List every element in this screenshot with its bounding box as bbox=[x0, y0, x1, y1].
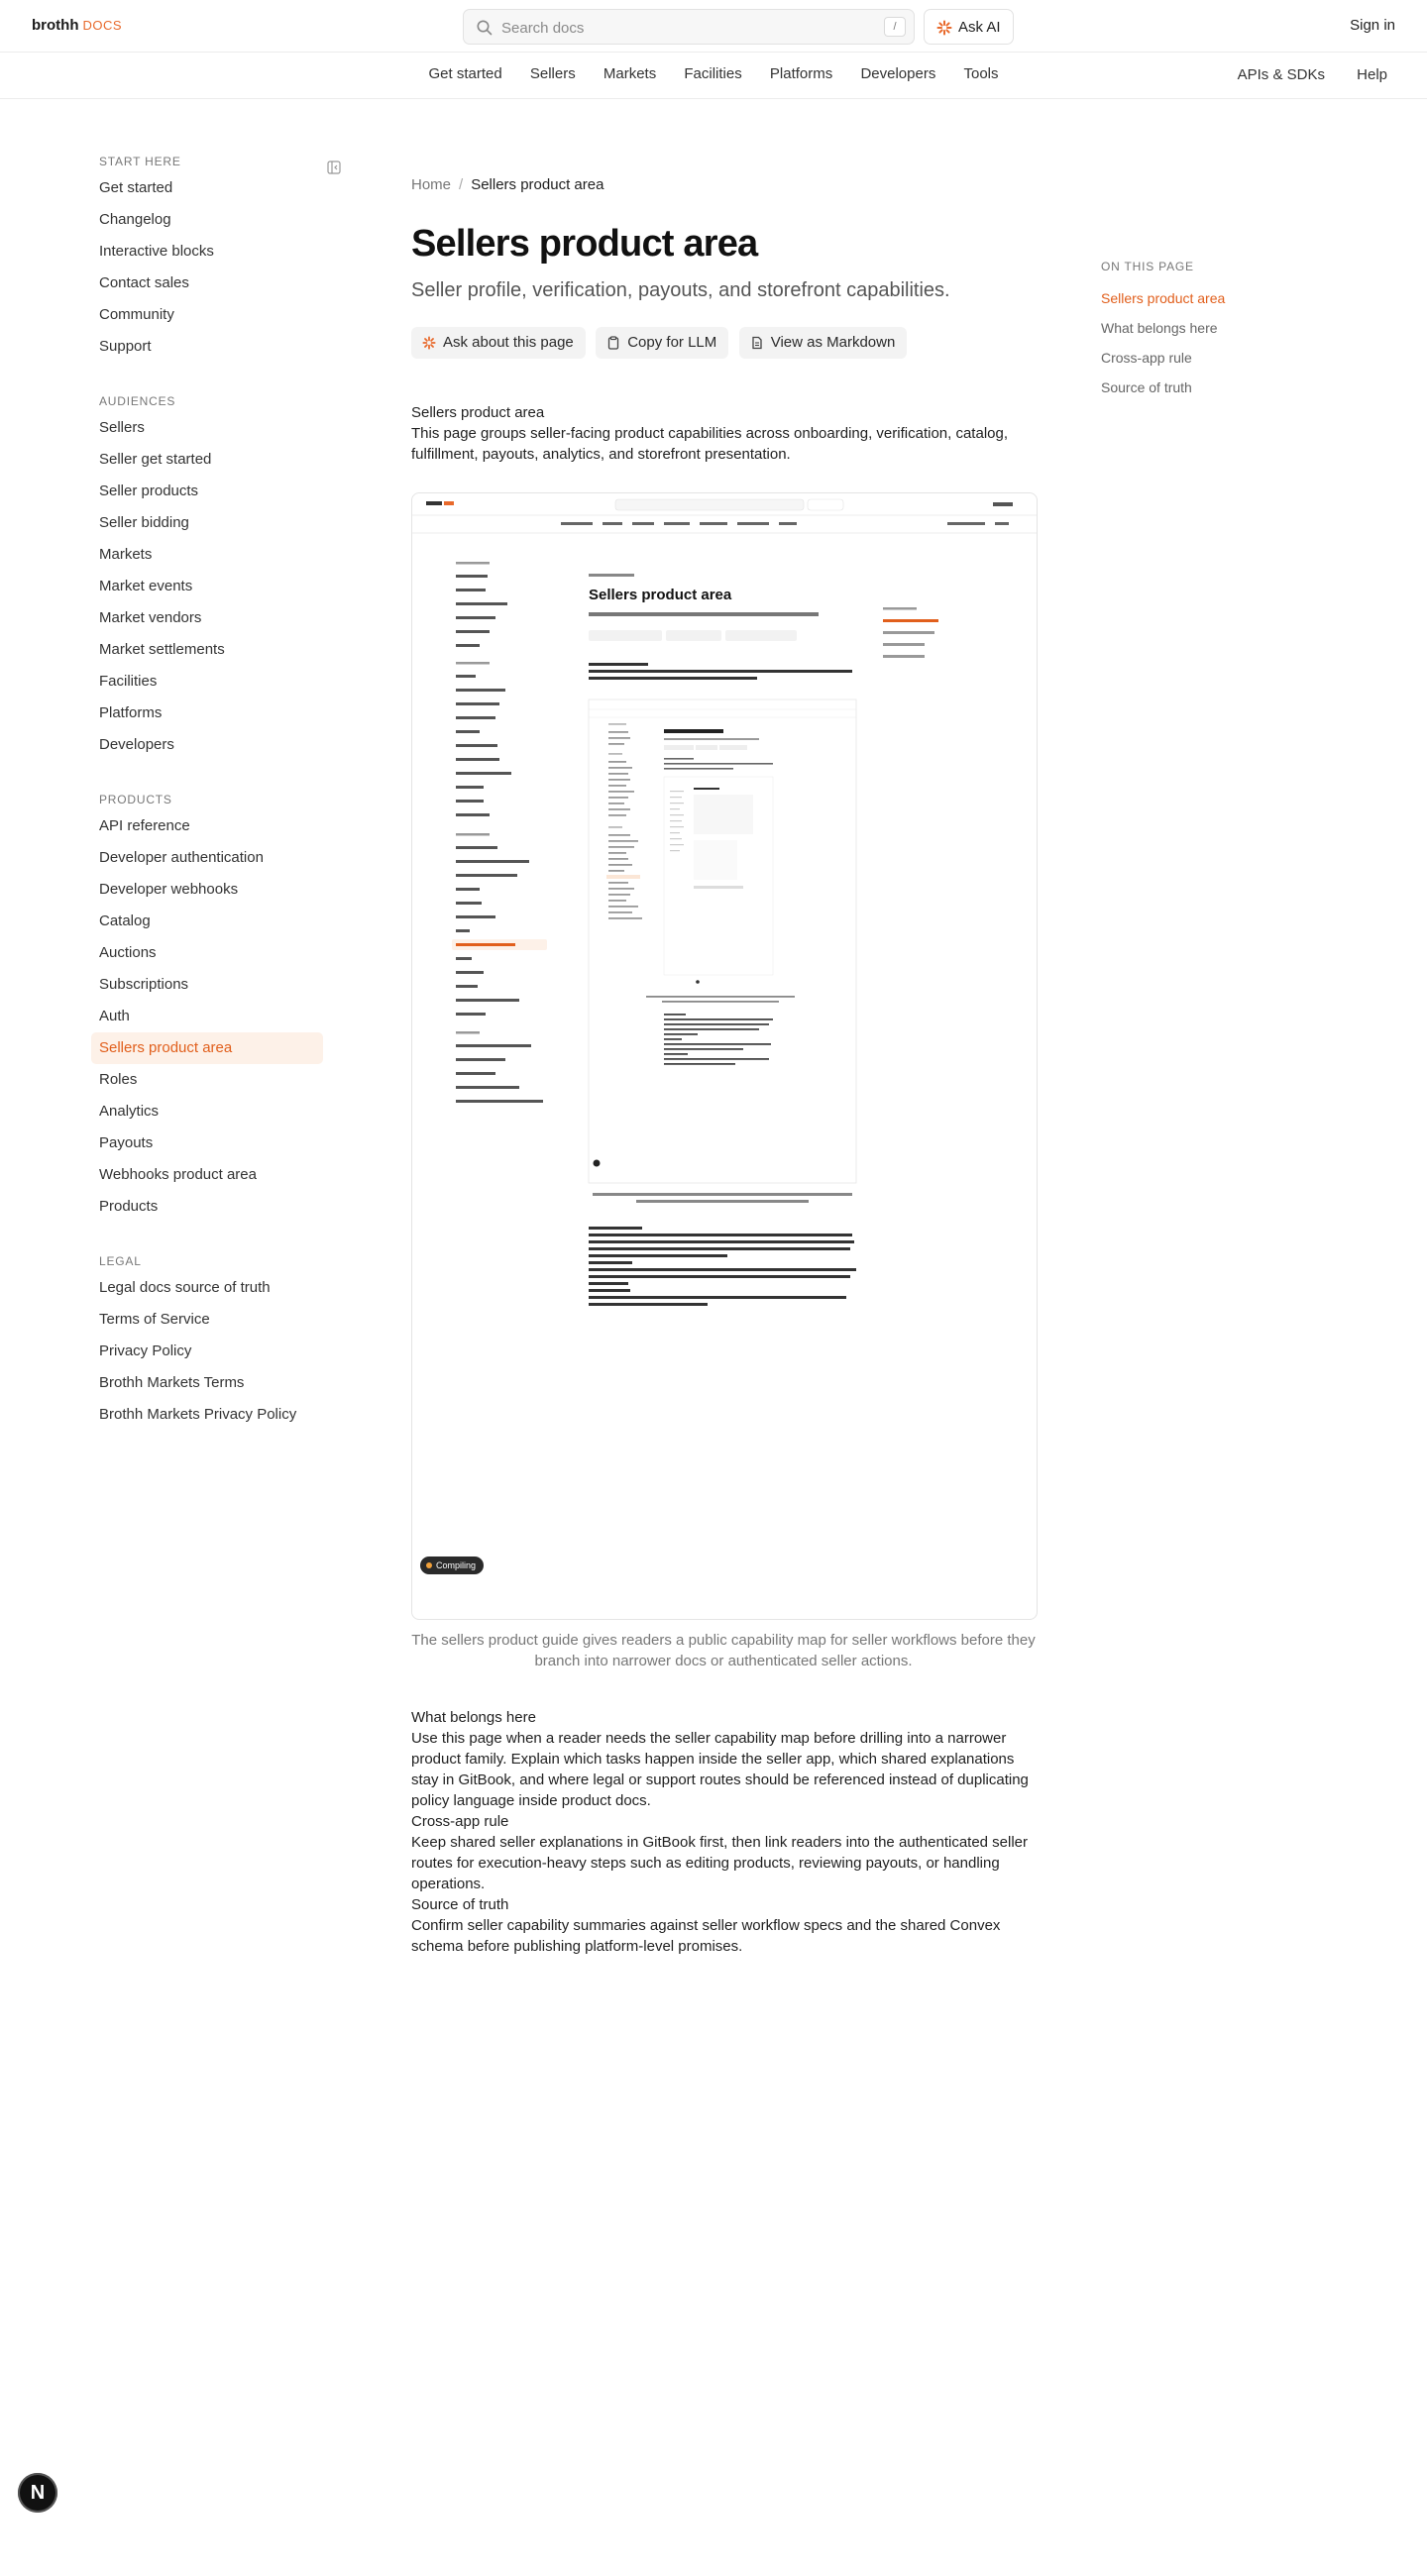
compiling-status-badge: Compiling bbox=[420, 1556, 484, 1574]
ask-ai-button[interactable] bbox=[924, 9, 1014, 45]
sidebar-item-auctions[interactable]: Auctions bbox=[99, 944, 157, 961]
search-placeholder: Search docs bbox=[501, 20, 585, 37]
sidebar-item-webhooks-product-area[interactable]: Webhooks product area bbox=[99, 1166, 257, 1183]
toc-item-sellers-product-area[interactable]: Sellers product area bbox=[1101, 290, 1226, 306]
sidebar-item-get-started[interactable]: Get started bbox=[99, 179, 173, 196]
dev-tools-badge[interactable]: N bbox=[18, 2473, 57, 2513]
toc-item-source-of-truth[interactable]: Source of truth bbox=[1101, 379, 1192, 395]
section-heading-what-belongs: What belongs here bbox=[411, 1709, 536, 1726]
sidebar-item-subscriptions[interactable]: Subscriptions bbox=[99, 976, 189, 993]
sidebar-item-analytics[interactable]: Analytics bbox=[99, 1103, 160, 1120]
copy-for-llm-button[interactable] bbox=[596, 327, 728, 359]
svg-text:Sellers product area: Sellers product area bbox=[589, 587, 732, 603]
primary-nav bbox=[0, 53, 1427, 99]
section-heading-cross-app: Cross-app rule bbox=[411, 1813, 509, 1830]
page-preview-figure bbox=[411, 492, 1038, 1620]
sidebar-item-seller-bidding[interactable]: Seller bidding bbox=[99, 514, 189, 531]
sidebar-item-market-vendors[interactable]: Market vendors bbox=[99, 609, 202, 626]
nav-sellers[interactable]: Sellers bbox=[529, 65, 576, 82]
main-content bbox=[411, 176, 1036, 1957]
ask-about-page-button[interactable] bbox=[411, 327, 586, 359]
sidebar-item-privacy-policy[interactable]: Privacy Policy bbox=[99, 1342, 192, 1359]
sidebar-item-developer-webhooks[interactable]: Developer webhooks bbox=[99, 881, 239, 898]
nav-help[interactable]: Help bbox=[1357, 66, 1387, 83]
copy-for-llm-label: Copy for LLM bbox=[627, 334, 717, 351]
sidebar-item-legal-docs-source[interactable]: Legal docs source of truth bbox=[99, 1279, 271, 1296]
sidebar bbox=[91, 151, 323, 1431]
nav-platforms[interactable]: Platforms bbox=[769, 65, 833, 82]
view-as-markdown-button[interactable] bbox=[739, 327, 908, 359]
page-preview-image bbox=[412, 493, 1038, 1620]
sidebar-item-sellers-product-area[interactable]: Sellers product area bbox=[91, 1032, 323, 1064]
nav-tools[interactable]: Tools bbox=[963, 65, 999, 82]
nav-facilities[interactable]: Facilities bbox=[684, 65, 742, 82]
brand-logo[interactable] bbox=[32, 17, 122, 34]
sidebar-item-catalog[interactable]: Catalog bbox=[99, 912, 151, 929]
toc-item-cross-app-rule[interactable]: Cross-app rule bbox=[1101, 350, 1192, 366]
sidebar-item-markets-privacy-policy[interactable]: Brothh Markets Privacy Policy bbox=[99, 1406, 297, 1423]
breadcrumb-separator: / bbox=[459, 176, 464, 193]
sidebar-item-markets-terms[interactable]: Brothh Markets Terms bbox=[99, 1374, 245, 1391]
ask-ai-label: Ask AI bbox=[958, 19, 1001, 36]
sidebar-item-developer-authentication[interactable]: Developer authentication bbox=[99, 849, 264, 866]
sidebar-item-market-events[interactable]: Market events bbox=[99, 578, 193, 594]
sidebar-item-auth[interactable]: Auth bbox=[99, 1008, 130, 1024]
nav-developers[interactable]: Developers bbox=[860, 65, 936, 82]
sidebar-item-community[interactable]: Community bbox=[99, 306, 174, 323]
sign-in-link[interactable]: Sign in bbox=[1350, 17, 1395, 34]
sparkle-icon bbox=[936, 20, 952, 36]
intro-heading: Sellers product area bbox=[411, 404, 545, 421]
sidebar-item-payouts[interactable]: Payouts bbox=[99, 1134, 154, 1151]
sidebar-heading-start-here: START HERE bbox=[99, 155, 181, 168]
section-heading-source-of-truth: Source of truth bbox=[411, 1896, 509, 1913]
sidebar-item-terms-of-service[interactable]: Terms of Service bbox=[99, 1311, 210, 1328]
sidebar-heading-legal: LEGAL bbox=[99, 1254, 142, 1268]
sidebar-item-developers[interactable]: Developers bbox=[99, 736, 174, 753]
content-sections bbox=[411, 1707, 1036, 1957]
toc-item-what-belongs-here[interactable]: What belongs here bbox=[1101, 320, 1218, 336]
ask-about-page-label: Ask about this page bbox=[443, 334, 574, 351]
search-shortcut-key: / bbox=[884, 17, 906, 37]
page-title: Sellers product area bbox=[411, 223, 758, 265]
sidebar-item-markets[interactable]: Markets bbox=[99, 546, 153, 563]
breadcrumb bbox=[411, 176, 1036, 202]
sidebar-item-market-settlements[interactable]: Market settlements bbox=[99, 641, 225, 658]
figure-caption: The sellers product guide gives readers a public capability map for seller workflows before they branch into narrower docs or authenticated seller actions. bbox=[411, 1632, 1036, 1669]
on-this-page bbox=[1101, 260, 1299, 402]
section-body-what-belongs: Use this page when a reader needs the seller capability map before drilling into a narrower product family. Explain which tasks happen inside the seller app, which shared explanations stay in GitBook, and where legal or support routes should be referenced instead of duplicating policy language inside product docs. bbox=[411, 1730, 1029, 1809]
section-body-source-of-truth: Confirm seller capability summaries against seller workflow specs and the shared Convex schema before publishing platform-level promises. bbox=[411, 1917, 1001, 1955]
sidebar-item-platforms[interactable]: Platforms bbox=[99, 704, 163, 721]
search-input[interactable] bbox=[463, 9, 915, 45]
nav-apis-sdks[interactable]: APIs & SDKs bbox=[1237, 66, 1325, 83]
nav-markets[interactable]: Markets bbox=[603, 65, 657, 82]
sidebar-item-contact-sales[interactable]: Contact sales bbox=[99, 274, 189, 291]
sidebar-item-sellers[interactable]: Sellers bbox=[99, 419, 145, 436]
toc-heading: ON THIS PAGE bbox=[1101, 260, 1194, 273]
sidebar-item-roles[interactable]: Roles bbox=[99, 1071, 138, 1088]
sidebar-item-seller-get-started[interactable]: Seller get started bbox=[99, 451, 212, 468]
nav-get-started[interactable]: Get started bbox=[428, 65, 502, 82]
sidebar-item-facilities[interactable]: Facilities bbox=[99, 673, 158, 690]
sidebar-item-changelog[interactable]: Changelog bbox=[99, 211, 171, 228]
sidebar-heading-audiences: AUDIENCES bbox=[99, 394, 176, 408]
top-bar bbox=[0, 0, 1427, 53]
page-actions bbox=[411, 327, 1036, 359]
intro-body: This page groups seller-facing product capabilities across onboarding, verification, catalog, fulfillment, payouts, analytics, and storefront presentation. bbox=[411, 425, 1008, 463]
intro-section bbox=[411, 402, 1036, 465]
sidebar-item-support[interactable]: Support bbox=[99, 338, 152, 355]
sidebar-heading-products: PRODUCTS bbox=[99, 793, 172, 806]
breadcrumb-current: Sellers product area bbox=[471, 176, 604, 193]
brand-name: brothh bbox=[32, 17, 79, 34]
breadcrumb-home[interactable]: Home bbox=[411, 176, 452, 193]
sidebar-item-interactive-blocks[interactable]: Interactive blocks bbox=[99, 243, 214, 260]
brand-suffix: DOCS bbox=[82, 18, 123, 33]
sidebar-item-seller-products[interactable]: Seller products bbox=[99, 483, 199, 499]
section-body-cross-app: Keep shared seller explanations in GitBook first, then link readers into the authenticated seller routes for execution-heavy steps such as editing products, reviewing payouts, or handling operations. bbox=[411, 1834, 1029, 1892]
view-as-markdown-label: View as Markdown bbox=[770, 334, 896, 351]
page-subtitle: Seller profile, verification, payouts, and storefront capabilities. bbox=[411, 279, 950, 301]
search-icon bbox=[476, 19, 494, 37]
sidebar-item-products[interactable]: Products bbox=[99, 1198, 159, 1215]
collapse-sidebar-icon[interactable] bbox=[327, 161, 341, 174]
sidebar-item-api-reference[interactable]: API reference bbox=[99, 817, 190, 834]
sparkle-icon bbox=[422, 336, 436, 350]
document-icon bbox=[750, 336, 764, 350]
clipboard-icon bbox=[606, 336, 620, 350]
